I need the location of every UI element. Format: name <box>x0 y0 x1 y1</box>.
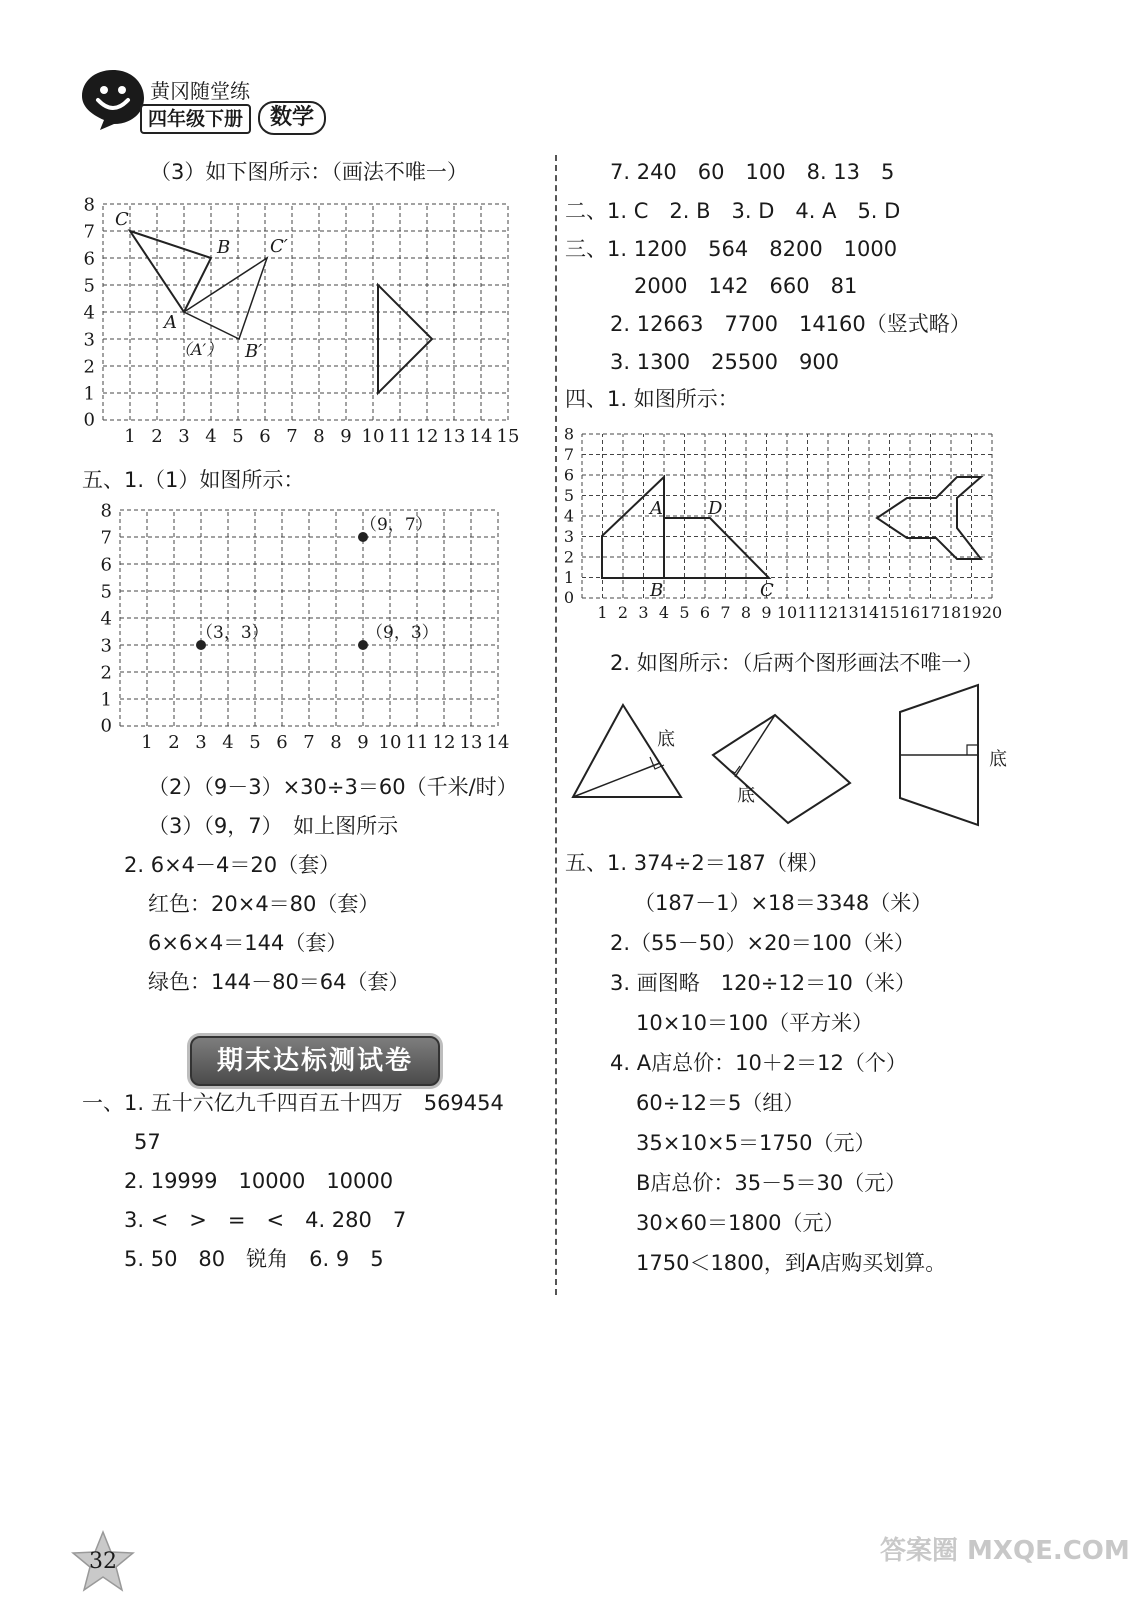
x-tick-label: 20 <box>981 603 1003 622</box>
x-tick-label: 9 <box>761 603 772 622</box>
y-tick-label: 7 <box>83 221 95 243</box>
x-tick-label: 2 <box>168 732 180 753</box>
x-tick-label: 13 <box>442 426 466 447</box>
x-tick-label: 1 <box>124 426 136 447</box>
right-line-17: B店总价：35－5＝30（元） <box>636 1171 907 1195</box>
y-tick-label: 2 <box>563 547 574 567</box>
y-tick-label: 7 <box>563 445 574 465</box>
y-tick-label: 7 <box>100 527 112 549</box>
y-tick-label: 3 <box>83 329 95 351</box>
right-line-2: 二、1. C 2. B 3. D 4. A 5. D <box>565 199 901 223</box>
header-subject-box <box>258 101 326 135</box>
x-tick-label: 9 <box>357 732 369 753</box>
right-line-19: 1750＜1800，到A店购买划算。 <box>636 1251 947 1275</box>
arrow-shape <box>877 477 981 559</box>
y-tick-label: 2 <box>83 356 95 378</box>
y-tick-label: 5 <box>100 581 112 603</box>
y-tick-label: 1 <box>100 689 112 711</box>
y-tick-label: 6 <box>100 554 112 576</box>
point-label-d: D <box>708 498 723 519</box>
y-tick-label: 8 <box>563 424 574 444</box>
right-line-1: 7. 240 60 100 8. 13 5 <box>610 160 895 184</box>
header-grade: 四年级下册 <box>148 108 244 130</box>
right-line-3: 三、1. 1200 564 8200 1000 <box>565 237 898 261</box>
triangle-shape <box>573 705 681 797</box>
right-line-12: 3. 画图略 120÷12＝10（米） <box>610 971 916 995</box>
trapezoid-left <box>602 477 664 578</box>
x-tick-label: 15 <box>879 603 900 622</box>
x-tick-label: 14 <box>858 603 880 622</box>
trapezoid-abcd <box>664 518 769 578</box>
y-tick-label: 8 <box>100 500 112 522</box>
header-logo <box>78 66 148 132</box>
point-label-ap: （A′） <box>175 340 223 359</box>
x-tick-label: 3 <box>638 603 649 622</box>
x-tick-label: 4 <box>205 426 217 447</box>
parallelogram-base-label: 底 <box>737 785 755 806</box>
right-line-9: 五、1. 374÷2＝187（棵） <box>565 851 829 875</box>
y-tick-label: 1 <box>563 568 574 588</box>
point-label-a: A <box>650 498 663 519</box>
point-label-3-3: （3，3） <box>196 623 269 643</box>
triangle-abc-translated <box>184 258 267 339</box>
x-tick-label: 16 <box>899 603 921 622</box>
point-label-cp: C′ <box>270 236 288 257</box>
x-tick-label: 7 <box>303 732 315 753</box>
point-label-b: B <box>650 580 664 601</box>
watermark: 答案圈 MXQE.COM <box>880 1536 1130 1566</box>
right-line-13: 10×10＝100（平方米） <box>636 1011 874 1035</box>
point-label-a: A <box>164 312 177 333</box>
y-tick-label: 4 <box>563 506 574 526</box>
x-tick-label: 1 <box>141 732 153 753</box>
y-tick-label: 6 <box>83 248 95 270</box>
point-label-9-7: （9，7） <box>360 515 433 535</box>
left-line-2: 五、1.（1）如图所示： <box>82 468 305 492</box>
x-tick-label: 13 <box>838 603 859 622</box>
right-line-6: 3. 1300 25500 900 <box>610 350 840 374</box>
x-tick-label: 13 <box>459 732 483 753</box>
left-line-8: 绿色：144－80＝64（套） <box>148 970 410 994</box>
triangle-abc <box>130 231 211 312</box>
right-line-14: 4. A店总价：10＋2＝12（个） <box>610 1051 907 1075</box>
x-tick-label: 6 <box>699 603 711 622</box>
x-tick-label: 11 <box>797 603 818 622</box>
x-tick-label: 7 <box>720 603 731 622</box>
x-tick-label: 9 <box>340 426 352 447</box>
section-banner: 期末达标测试卷 <box>190 1036 440 1086</box>
x-tick-label: 8 <box>740 603 752 622</box>
x-tick-label: 4 <box>658 603 670 622</box>
trapezoid-base-label: 底 <box>989 749 1007 770</box>
x-tick-label: 6 <box>259 426 271 447</box>
x-tick-label: 3 <box>178 426 190 447</box>
x-tick-label: 17 <box>920 603 941 622</box>
x-tick-label: 5 <box>679 603 690 622</box>
y-tick-label: 3 <box>100 635 112 657</box>
point-label-9-3: （9，3） <box>366 623 439 643</box>
x-tick-label: 10 <box>776 603 798 622</box>
left-line-11: 2. 19999 10000 10000 <box>124 1169 394 1193</box>
y-tick-label: 0 <box>100 715 112 737</box>
y-tick-label: 3 <box>563 527 574 547</box>
y-tick-label: 2 <box>100 662 112 684</box>
point-label-b: B <box>217 237 231 258</box>
y-tick-label: 4 <box>100 608 112 630</box>
x-tick-label: 15 <box>496 426 520 447</box>
x-tick-label: 2 <box>151 426 163 447</box>
x-tick-label: 3 <box>195 732 207 753</box>
right-line-4: 2000 142 660 81 <box>634 274 858 298</box>
left-line-1: （3）如下图所示：（画法不唯一） <box>150 160 468 184</box>
header-grade-box <box>140 104 251 134</box>
left-line-12: 3. < > = < 4. 280 7 <box>124 1208 407 1232</box>
right-line-10: （187－1）×18＝3348（米） <box>634 891 933 915</box>
header-subject: 数学 <box>270 105 315 130</box>
graph-translation <box>80 195 550 445</box>
x-tick-label: 14 <box>486 732 510 753</box>
y-tick-label: 5 <box>83 275 95 297</box>
y-tick-label: 5 <box>563 486 574 506</box>
x-tick-label: 6 <box>276 732 288 753</box>
x-tick-label: 12 <box>817 603 839 622</box>
page-number: 32 <box>89 1549 117 1574</box>
page-number-badge <box>70 1530 136 1594</box>
x-tick-label: 4 <box>222 732 234 753</box>
x-tick-label: 7 <box>286 426 298 447</box>
smiley-icon <box>78 66 148 132</box>
x-tick-label: 11 <box>405 732 429 753</box>
y-tick-label: 8 <box>83 194 95 216</box>
y-tick-label: 0 <box>563 587 574 607</box>
x-tick-label: 8 <box>313 426 325 447</box>
graph-shapes <box>560 424 1020 628</box>
right-line-18: 30×60＝1800（元） <box>636 1211 845 1235</box>
right-line-11: 2.（55－50）×20＝100（米） <box>610 931 915 955</box>
x-tick-label: 5 <box>249 732 261 753</box>
y-tick-label: 4 <box>83 302 95 324</box>
point-label-bp: B′ <box>245 341 263 362</box>
x-tick-label: 12 <box>415 426 439 447</box>
x-tick-label: 10 <box>378 732 402 753</box>
x-tick-label: 8 <box>330 732 342 753</box>
left-line-9: 一、1. 五十六亿九千四百五十四万 569454 <box>82 1091 504 1115</box>
x-tick-label: 12 <box>432 732 456 753</box>
x-tick-label: 5 <box>232 426 244 447</box>
x-tick-label: 19 <box>961 603 982 622</box>
graph-coordinates <box>80 500 550 753</box>
point-label-c: C <box>115 209 129 230</box>
y-tick-label: 6 <box>563 465 574 485</box>
right-line-7: 四、1. 如图所示： <box>565 387 739 411</box>
parallelogram-shape <box>713 715 850 823</box>
right-line-8: 2. 如图所示：（后两个图形画法不唯一） <box>610 651 984 675</box>
left-line-6: 红色：20×4＝80（套） <box>148 892 380 916</box>
point-label-c: C <box>760 580 774 601</box>
shapes-with-base <box>565 685 1025 835</box>
x-tick-label: 10 <box>361 426 385 447</box>
y-tick-label: 0 <box>83 409 95 431</box>
right-line-5: 2. 12663 7700 14160（竖式略） <box>610 312 971 336</box>
x-tick-label: 18 <box>940 603 962 622</box>
left-line-10: 57 <box>134 1130 161 1154</box>
header-series: 黄冈随堂练 <box>150 79 250 103</box>
right-line-16: 35×10×5＝1750（元） <box>636 1131 876 1155</box>
left-line-13: 5. 50 80 锐角 6. 9 5 <box>124 1247 384 1271</box>
column-divider <box>555 155 557 1295</box>
left-line-7: 6×6×4＝144（套） <box>148 931 348 955</box>
x-tick-label: 14 <box>469 426 493 447</box>
triangle-base-label: 底 <box>657 729 675 750</box>
left-line-5: 2. 6×4－4＝20（套） <box>124 853 341 877</box>
left-line-3: （2）（9－3）×30÷3＝60（千米/时） <box>148 775 518 799</box>
x-tick-label: 11 <box>388 426 412 447</box>
x-tick-label: 1 <box>597 603 608 622</box>
right-line-15: 60÷12＝5（组） <box>636 1091 805 1115</box>
y-tick-label: 1 <box>83 383 95 405</box>
left-line-4: （3）（9，7） 如上图所示 <box>148 814 399 838</box>
x-tick-label: 2 <box>617 603 629 622</box>
